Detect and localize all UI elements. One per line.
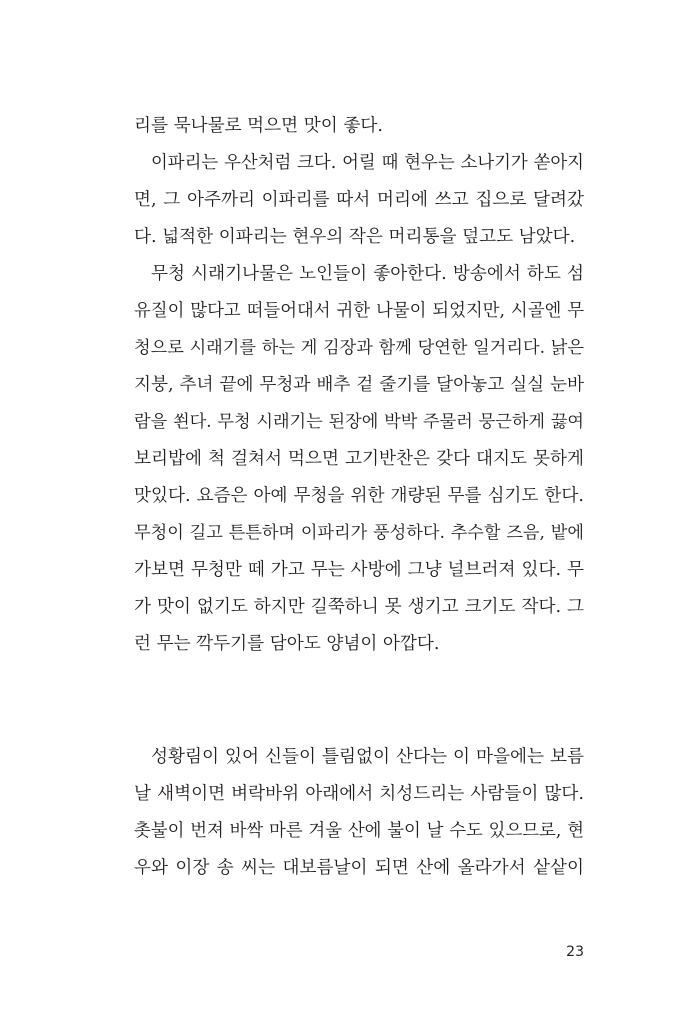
text-line: 런 무는 깍두기를 담아도 양념이 아깝다.: [134, 634, 440, 654]
text-line: 다. 넓적한 이파리는 현우의 작은 머리통을 덮고도 남았다.: [134, 227, 576, 247]
text-line: 유질이 많다고 떠들어대서 귀한 나물이 되었지만, 시골엔 무: [134, 301, 584, 321]
text-line: 성황림이 있어 신들이 틀림없이 산다는 이 마을에는 보름: [151, 747, 584, 767]
text-line: 무청 시래기나물은 노인들이 좋아한다. 방송에서 하도 섬: [151, 264, 584, 284]
text-line: 면, 그 아주까리 이파리를 따서 머리에 쓰고 집으로 달려갔: [134, 190, 584, 210]
text-line: 보리밥에 척 걸쳐서 먹으면 고기반찬은 갖다 대지도 못하게: [134, 449, 584, 469]
text-line: 이파리는 우산처럼 크다. 어릴 때 현우는 소나기가 쏟아지: [151, 153, 584, 173]
text-line: 촛불이 번져 바싹 마른 겨울 산에 불이 날 수도 있으므로, 현: [134, 821, 584, 841]
text-line: 가보면 무청만 떼 가고 무는 사방에 그냥 널브러져 있다. 무: [134, 560, 584, 580]
text-line: 맛있다. 요즘은 아예 무청을 위한 개량된 무를 심기도 한다.: [134, 486, 584, 506]
text-line: 청으로 시래기를 하는 게 김장과 함께 당연한 일거리다. 낡은: [134, 338, 584, 358]
paragraph-leaf: [134, 145, 584, 256]
page-number: 23: [566, 944, 584, 960]
paragraph-shrine-grove: [134, 739, 584, 887]
text-line: 날 새벽이면 벼락바위 아래에서 치성드리는 사람들이 많다.: [134, 784, 584, 804]
text-line: 무청이 길고 튼튼하며 이파리가 풍성하다. 추수할 즈음, 밭에: [134, 523, 584, 543]
text-line: 람을 쐰다. 무청 시래기는 된장에 박박 주물러 뭉근하게 끓여: [134, 412, 584, 432]
text-line: 우와 이장 송 씨는 대보름날이 되면 산에 올라가서 샅샅이: [134, 858, 584, 878]
text-line: 가 맛이 없기도 하지만 길쭉하니 못 생기고 크기도 작다. 그: [134, 597, 584, 617]
text-line: 리를 묵나물로 먹으면 맛이 좋다.: [134, 116, 383, 136]
paragraph-radish-greens: [134, 256, 584, 663]
text-line: 지붕, 추녀 끝에 무청과 배추 겉 줄기를 달아놓고 실실 눈바: [134, 375, 584, 395]
section-break: [134, 663, 584, 739]
paragraph-continued: [134, 108, 584, 145]
body-text: [134, 108, 584, 887]
